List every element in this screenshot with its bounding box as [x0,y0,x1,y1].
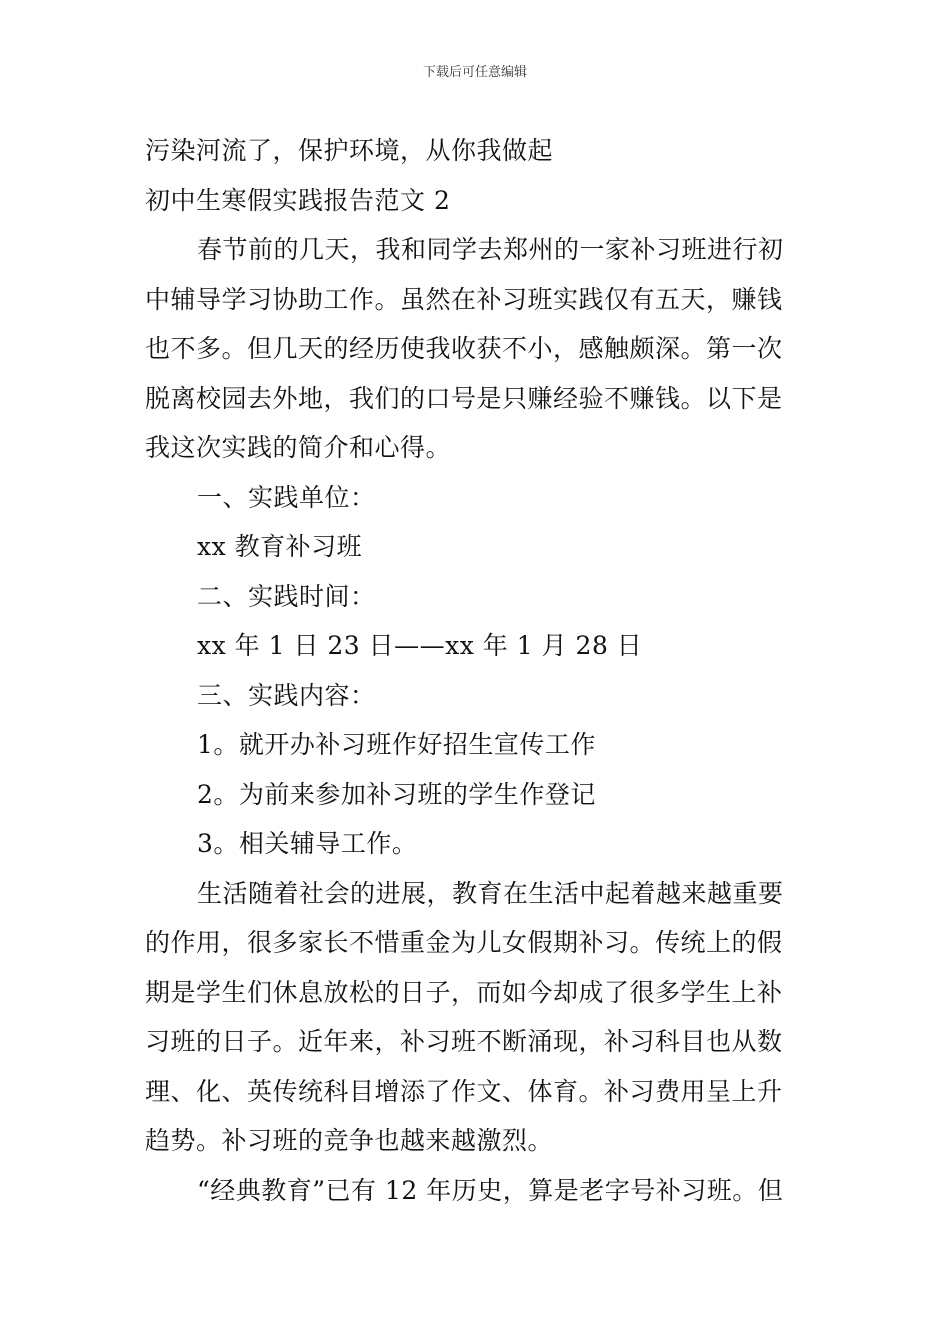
paragraph-1 [145,225,811,473]
paragraph-line: 也不多。但几天的经历使我收获不小，感触颇深。第一次 [145,334,783,363]
paragraph-line: 我这次实践的简介和心得。 [145,433,452,462]
list-item: 1。就开办补习班作好招生宣传工作 [197,730,596,759]
text-line: 污染河流了，保护环境，从你我做起 [145,136,554,165]
paragraph-line: 习班的日子。近年来，补习班不断涌现，补习科目也从数 [145,1027,783,1056]
section-value: xx 年 1 日 23 日——xx 年 1 月 28 日 [197,631,643,660]
paragraph-line: 中辅导学习协助工作。虽然在补习班实践仅有五天，赚钱 [145,284,783,314]
list-item: 3。相关辅导工作。 [197,829,418,858]
paragraph-2 [145,869,811,1166]
section-heading: 三、实践内容： [197,680,376,710]
paragraph-line: 的作用，很多家长不惜重金为儿女假期补习。传统上的假 [145,928,783,957]
paragraph-line: “经典教育”已有 12 年历史，算是老字号补习班。但 [197,1175,784,1205]
list-item: 2。为前来参加补习班的学生作登记 [197,779,596,809]
document-body [145,126,811,1215]
section-heading: 二、实践时间： [197,581,376,611]
page-header: 下载后可任意编辑 [422,65,527,80]
section-value: xx 教育补习班 [197,532,363,561]
section-heading: 一、实践单位： [197,482,376,512]
paragraph-3 [145,1166,811,1216]
paragraph-line: 脱离校园去外地，我们的口号是只赚经验不赚钱。以下是 [145,383,783,413]
paragraph-line: 生活随着社会的进展，教育在生活中起着越来越重要 [197,878,784,908]
document-title: 初中生寒假实践报告范文 2 [145,185,451,215]
paragraph-line: 理、化、英传统科目增添了作文、体育。补习费用呈上升 [145,1076,783,1106]
paragraph-line: 春节前的几天，我和同学去郑州的一家补习班进行初 [197,235,784,264]
paragraph-line: 期是学生们休息放松的日子，而如今却成了很多学生上补 [145,977,783,1007]
paragraph-line: 趋势。补习班的竞争也越来越激烈。 [145,1126,554,1155]
